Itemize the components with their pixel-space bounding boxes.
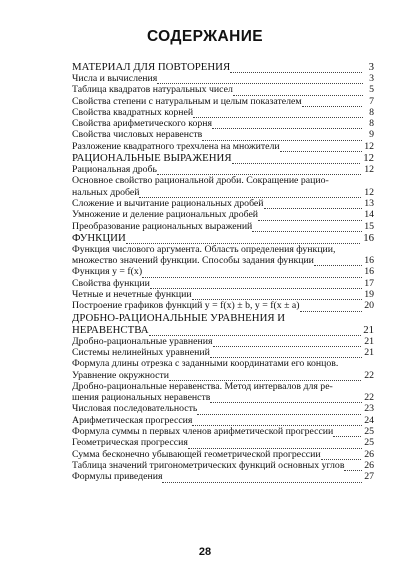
dot-leader bbox=[230, 63, 363, 73]
toc-page-number: 24 bbox=[364, 414, 374, 426]
toc-entry-title: Формулы приведения bbox=[72, 471, 163, 483]
toc-entry-title: Уравнение окружности bbox=[72, 369, 170, 381]
toc-page-number: 7 bbox=[363, 96, 374, 107]
dot-leader bbox=[162, 474, 362, 483]
dot-leader bbox=[210, 395, 362, 404]
dot-leader bbox=[192, 417, 362, 426]
toc-entry-title: Формула суммы n первых членов арифметической прогрессии bbox=[72, 426, 334, 438]
dot-leader bbox=[258, 212, 362, 221]
dot-leader bbox=[314, 258, 362, 267]
toc-page-number: 20 bbox=[364, 300, 374, 312]
dot-leader bbox=[213, 338, 363, 347]
toc-entry bbox=[72, 300, 374, 311]
toc-page-number: 26 bbox=[364, 459, 374, 471]
toc-entry-title: Функция числового аргумента. Область определения функции, bbox=[72, 243, 336, 255]
toc-page-number: 22 bbox=[364, 392, 374, 404]
dot-leader bbox=[300, 303, 363, 312]
toc-page-number: 21 bbox=[364, 335, 374, 347]
toc-entry-title: Свойства функции bbox=[72, 277, 150, 289]
toc-page-number: 27 bbox=[364, 471, 374, 483]
toc-page-number: 25 bbox=[364, 437, 374, 449]
toc-entry bbox=[72, 449, 374, 460]
toc-entry bbox=[72, 437, 374, 448]
toc-entry bbox=[72, 141, 374, 152]
dot-leader bbox=[202, 132, 363, 141]
toc-entry-title: Числовая последовательность bbox=[72, 403, 198, 415]
toc-entry bbox=[72, 471, 374, 482]
toc-page-number: 16 bbox=[363, 231, 374, 244]
toc-section-heading bbox=[72, 61, 374, 73]
toc-page-number: 14 bbox=[364, 209, 374, 221]
toc-page-number: 21 bbox=[363, 323, 374, 336]
dot-leader bbox=[192, 292, 363, 301]
toc-entry-title: РАЦИОНАЛЬНЫЕ ВЫРАЖЕНИЯ bbox=[72, 152, 232, 165]
toc-entry-title: Свойства степени с натуральным и целым показателем bbox=[72, 95, 302, 107]
page-title: СОДЕРЖАНИЕ bbox=[146, 28, 264, 45]
toc-entry bbox=[72, 347, 374, 358]
toc-entry-title: шения рациональных неравенств bbox=[72, 392, 211, 404]
dot-leader bbox=[139, 189, 362, 198]
toc-page-number: 15 bbox=[364, 220, 374, 232]
dot-leader bbox=[197, 406, 362, 415]
dot-leader bbox=[264, 200, 363, 209]
toc-page-number: 21 bbox=[364, 346, 374, 358]
toc-section-heading bbox=[72, 232, 374, 244]
toc-entry bbox=[72, 403, 374, 414]
toc-entry bbox=[72, 358, 374, 369]
toc-section-heading bbox=[72, 312, 374, 336]
toc-page-number: 16 bbox=[364, 255, 374, 267]
table-of-contents bbox=[72, 61, 374, 483]
toc-entry bbox=[72, 164, 374, 175]
dot-leader bbox=[232, 154, 362, 164]
toc-page-number: 8 bbox=[363, 107, 374, 118]
toc-page-number: 12 bbox=[363, 152, 374, 165]
toc-entry bbox=[72, 209, 374, 220]
toc-entry bbox=[72, 289, 374, 300]
toc-entry bbox=[72, 244, 374, 255]
toc-page-number: 19 bbox=[364, 289, 374, 301]
toc-entry-title: Геометрическая прогрессия bbox=[72, 437, 188, 449]
dot-leader bbox=[333, 428, 362, 437]
toc-entry-title: ФУНКЦИИ bbox=[72, 231, 126, 244]
toc-entry-title: множество значений функции. Способы задания функции bbox=[72, 255, 314, 267]
toc-entry-title: Функция y = f(x) bbox=[72, 266, 143, 278]
dot-leader bbox=[280, 143, 363, 152]
toc-entry bbox=[72, 370, 374, 381]
dot-leader bbox=[302, 98, 363, 107]
toc-entry-title: нальных дробей bbox=[72, 186, 140, 198]
dot-leader bbox=[169, 372, 362, 381]
toc-entry bbox=[72, 278, 374, 289]
toc-entry-title: МАТЕРИАЛ ДЛЯ ПОВТОРЕНИЯ bbox=[72, 61, 231, 73]
toc-entry bbox=[72, 187, 374, 198]
dot-leader bbox=[126, 234, 361, 244]
dot-leader bbox=[210, 349, 362, 358]
toc-entry-title: Формула длины отрезка с заданными координатами его концов. bbox=[72, 358, 339, 370]
toc-page-number: 12 bbox=[364, 164, 374, 176]
toc-page-number: 3 bbox=[363, 61, 374, 73]
toc-entry-title: Свойства квадратных корней bbox=[72, 106, 194, 118]
toc-page-number: 12 bbox=[364, 140, 374, 152]
toc-entry-title: Таблица квадратов натуральных чисел bbox=[72, 84, 233, 96]
toc-entry-title: Сложение и вычитание рациональных дробей bbox=[72, 197, 264, 209]
toc-entry-title: Арифметическая прогрессия bbox=[72, 414, 193, 426]
toc-entry-title: Таблица значений тригонометрических функций основных углов bbox=[72, 459, 345, 471]
toc-page-number: 16 bbox=[364, 266, 374, 278]
toc-section-heading bbox=[72, 152, 374, 164]
toc-entry-title: Сумма бесконечно убывающей геометрической прогрессии bbox=[72, 448, 321, 460]
dot-leader bbox=[188, 440, 362, 449]
toc-page-number: 26 bbox=[364, 448, 374, 460]
toc-entry-title: Разложение квадратного трехчлена на множители bbox=[72, 140, 280, 152]
toc-entry bbox=[72, 336, 374, 347]
toc-page-number: 9 bbox=[363, 129, 374, 140]
toc-entry-title: Преобразование рациональных выражений bbox=[72, 220, 253, 232]
toc-entry bbox=[72, 415, 374, 426]
toc-entry bbox=[72, 84, 374, 95]
toc-entry bbox=[72, 198, 374, 209]
dot-leader bbox=[212, 121, 363, 130]
dot-leader bbox=[233, 87, 363, 96]
toc-entry bbox=[72, 255, 374, 266]
toc-entry-title: Рациональная дробь bbox=[72, 164, 157, 176]
dot-leader bbox=[149, 326, 362, 336]
page-number: 28 bbox=[198, 546, 212, 558]
toc-page-number: 25 bbox=[364, 426, 374, 438]
toc-entry-title: Построение графиков функций y = f(x) ± b, y = f(x ± a) bbox=[72, 300, 300, 312]
toc-page-number: 5 bbox=[363, 84, 374, 95]
toc-entry-title: Свойства арифметического корня bbox=[72, 118, 213, 130]
dot-leader bbox=[157, 75, 363, 84]
toc-entry bbox=[72, 96, 374, 107]
toc-entry bbox=[72, 392, 374, 403]
toc-entry bbox=[72, 266, 374, 277]
toc-entry-title: ДРОБНО-РАЦИОНАЛЬНЫЕ УРАВНЕНИЯ И НЕРАВЕНСТВА bbox=[72, 311, 286, 336]
toc-page-number: 3 bbox=[363, 73, 374, 84]
dot-leader bbox=[150, 280, 362, 289]
toc-page-number: 13 bbox=[364, 197, 374, 209]
toc-page-number: 8 bbox=[363, 118, 374, 129]
dot-leader bbox=[252, 223, 362, 232]
toc-entry bbox=[72, 381, 374, 392]
toc-entry-title: Дробно-рациональные уравнения bbox=[72, 335, 213, 347]
toc-page-number: 23 bbox=[364, 403, 374, 415]
toc-entry bbox=[72, 129, 374, 140]
toc-entry bbox=[72, 426, 374, 437]
toc-entry-title: Четные и нечетные функции bbox=[72, 289, 192, 301]
toc-page-number: 22 bbox=[364, 369, 374, 381]
toc-entry-title: Системы нелинейных уравнений bbox=[72, 346, 210, 358]
dot-leader bbox=[193, 109, 363, 118]
dot-leader bbox=[344, 462, 362, 471]
toc-entry-title: Дробно-рациональные неравенства. Метод интервалов для ре- bbox=[72, 380, 333, 392]
toc-entry bbox=[72, 175, 374, 186]
dot-leader bbox=[157, 167, 362, 176]
toc-page-number: 17 bbox=[364, 277, 374, 289]
toc-entry-title: Основное свойство рациональной дроби. Сокращение рацио- bbox=[72, 175, 329, 187]
toc-entry bbox=[72, 107, 374, 118]
toc-entry bbox=[72, 118, 374, 129]
toc-entry-title: Числа и вычисления bbox=[72, 73, 158, 84]
dot-leader bbox=[321, 451, 363, 460]
toc-entry-title: Свойства числовых неравенств bbox=[72, 129, 203, 141]
toc-entry-title: Умножение и деление рациональных дробей bbox=[72, 209, 259, 221]
dot-leader bbox=[142, 269, 362, 278]
toc-page-number: 12 bbox=[364, 186, 374, 198]
toc-entry bbox=[72, 221, 374, 232]
toc-entry bbox=[72, 460, 374, 471]
toc-entry bbox=[72, 73, 374, 84]
